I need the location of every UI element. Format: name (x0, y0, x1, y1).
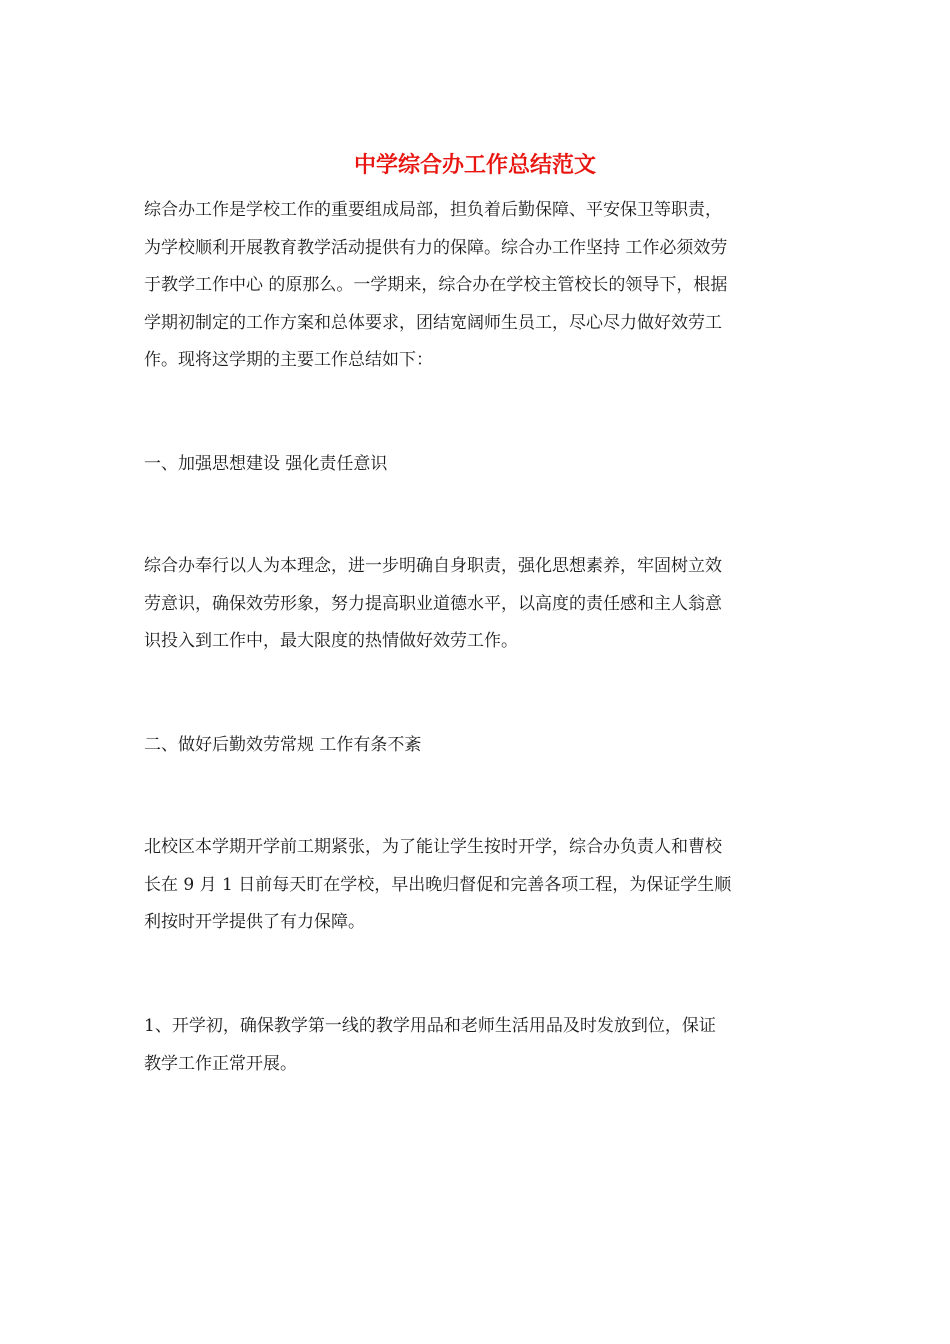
heading-line: 一、加强思想建设 强化责任意识 (144, 454, 388, 474)
paragraph-line: 综合办奉行以人为本理念，进一步明确自身职责，强化思想素养，牢固树立效 (144, 556, 722, 576)
paragraph-line: 长在 9 月 1 日前每天盯在学校，早出晚归督促和完善各项工程，为保证学生顺 (144, 874, 732, 895)
paragraph-line: 于教学工作中心 的原那么。一学期来，综合办在学校主管校长的领导下，根据 (144, 275, 728, 296)
paragraph-line: 利按时开学提供了有力保障。 (144, 912, 365, 933)
paragraph-line: 北校区本学期开学前工期紧张，为了能让学生按时开学，综合办负责人和曹校 (144, 837, 722, 857)
paragraph-line: 学期初制定的工作方案和总体要求，团结宽阔师生员工，尽心尽力做好效劳工 (144, 312, 722, 333)
paragraph-line: 教学工作正常开展。 (144, 1053, 297, 1074)
document-title: 中学综合办工作总结范文 (353, 153, 596, 178)
paragraph-line: 劳意识，确保效劳形象，努力提高职业道德水平，以高度的责任感和主人翁意 (144, 593, 722, 614)
paragraph-line: 为学校顺利开展教育教学活动提供有力的保障。综合办工作坚持 工作必须效劳 (144, 237, 728, 258)
section-1-paragraph (144, 548, 810, 661)
section-heading-1 (144, 446, 810, 484)
list-item-1 (144, 1008, 810, 1083)
heading-line: 二、做好后勤效劳常规 工作有条不紊 (144, 735, 422, 755)
intro-paragraph (144, 192, 810, 380)
paragraph-line: 作。现将这学期的主要工作总结如下： (144, 350, 433, 371)
paragraph-line: 1、开学初，确保教学第一线的教学用品和老师生活用品及时发放到位，保证 (144, 1016, 716, 1036)
section-heading-2 (144, 727, 810, 765)
paragraph-line: 识投入到工作中，最大限度的热情做好效劳工作。 (144, 631, 518, 652)
paragraph-line: 综合办工作是学校工作的重要组成局部，担负着后勤保障、平安保卫等职责， (144, 200, 722, 220)
section-2-paragraph (144, 829, 810, 942)
